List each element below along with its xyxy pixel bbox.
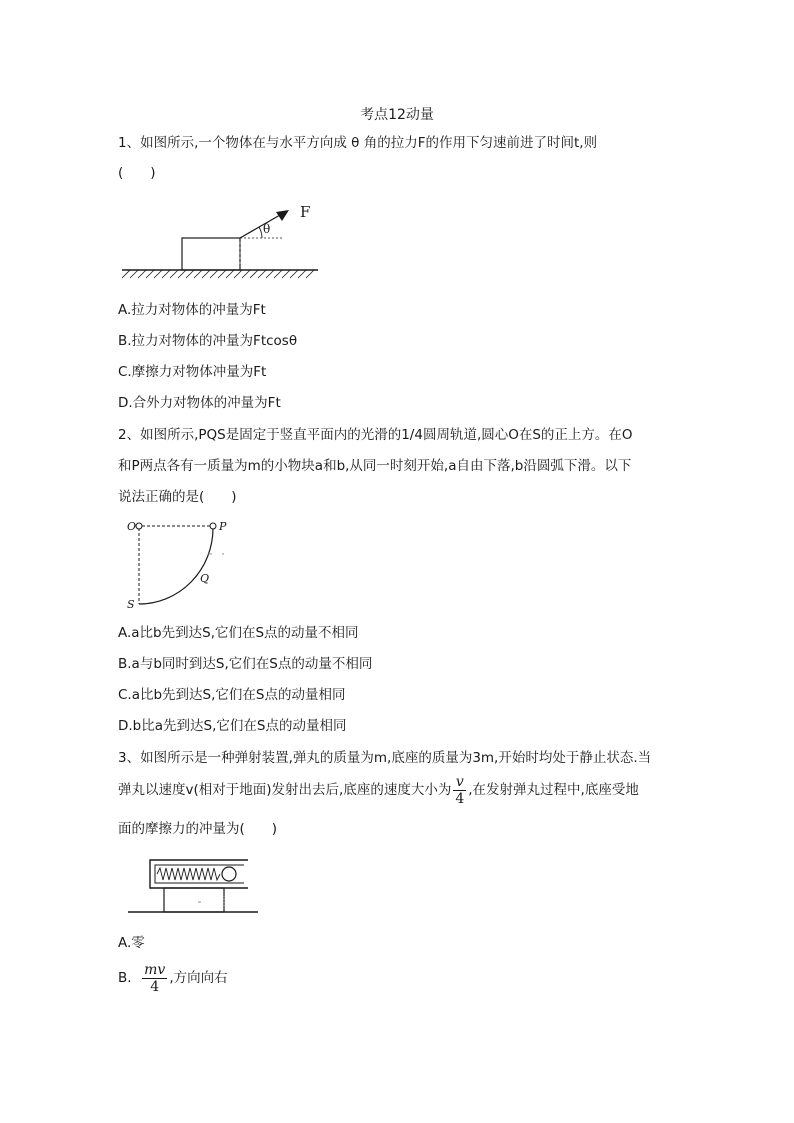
q3-frac-num: v <box>455 773 464 790</box>
q1-figure-block-on-ground <box>118 198 328 288</box>
q2-label-P: P <box>219 520 227 533</box>
q3-spring <box>157 868 220 880</box>
q3-option-b-fraction <box>142 962 167 995</box>
q3-stem-line2-part2: ,在发射弹丸过程中,底座受地 <box>468 782 639 798</box>
q3-base-pedestal <box>164 888 224 912</box>
q1-force-arrow-shaft <box>240 215 280 238</box>
q3-option-a: A.零 <box>118 935 145 951</box>
q3-option-b <box>118 960 228 996</box>
page-title: 考点12动量 <box>360 107 434 123</box>
q2-stem-line2: 和P两点各有一质量为m的小物块a和b,从同一时刻开始,a自由下落,b沿圆弧下滑。以下 <box>118 458 632 474</box>
q1-label-F: F <box>300 203 311 221</box>
q3-stem-line3: 面的摩擦力的冲量为( ) <box>118 821 278 837</box>
q2-option-c: C.a比b先到达S,它们在S点的动量相同 <box>118 687 346 703</box>
q1-block <box>182 238 240 270</box>
q3-option-b-suffix: ,方向向右 <box>169 970 228 986</box>
q1-option-a: A.拉力对物体的冲量为Ft <box>118 302 266 318</box>
q2-option-a: A.a比b先到达S,它们在S点的动量不相同 <box>118 625 359 641</box>
q1-stem-line1: 1、如图所示,一个物体在与水平方向成 θ 角的拉力F的作用下匀速前进了时间t,则 <box>118 135 598 151</box>
q1-angle-arc <box>259 227 262 238</box>
q2-label-S: S <box>127 598 135 611</box>
q2-label-O: O <box>127 520 137 533</box>
q1-option-c: C.摩擦力对物体冲量为Ft <box>118 364 267 380</box>
q2-stem-line3: 说法正确的是( ) <box>118 489 237 505</box>
q3-option-b-frac-den: 4 <box>142 978 167 995</box>
q3-fraction-v-over-4 <box>453 774 466 807</box>
q2-option-d: D.b比a先到达S,它们在S点的动量相同 <box>118 718 347 734</box>
q1-label-theta: θ <box>263 222 271 236</box>
q2-point-O <box>136 523 142 529</box>
q3-stem-line2-part1: 弹丸以速度v(相对于地面)发射出去后,底座的速度大小为 <box>118 782 452 798</box>
q2-arc-PQS <box>139 528 213 604</box>
q3-stem-line1: 3、如图所示是一种弹射装置,弹丸的质量为m,底座的质量为3m,开始时均处于静止状态.当 <box>118 750 652 766</box>
q1-option-b: B.拉力对物体的冲量为Ftcosθ <box>118 333 298 349</box>
q2-point-P <box>210 523 216 529</box>
q3-option-b-frac-num: mv <box>144 961 166 978</box>
q3-option-b-prefix: B. <box>118 970 132 986</box>
q2-stem-line1: 2、如图所示,PQS是固定于竖直平面内的光滑的1/4圆周轨道,圆心O在S的正上方。在O <box>118 427 633 443</box>
q1-ground-hatch <box>122 270 314 278</box>
q1-option-d: D.合外力对物体的冲量为Ft <box>118 395 281 411</box>
q2-label-Q: Q <box>200 572 210 585</box>
q3-projectile-ball <box>222 867 236 881</box>
q1-stem-line2: ( ) <box>118 165 156 181</box>
q2-option-b: B.a与b同时到达S,它们在S点的动量不相同 <box>118 656 373 672</box>
q3-frac-den: 4 <box>455 790 465 807</box>
q2-figure-quarter-circle-track <box>118 516 238 612</box>
q3-stem-line2 <box>118 773 639 807</box>
q3-figure-launcher <box>124 852 264 918</box>
